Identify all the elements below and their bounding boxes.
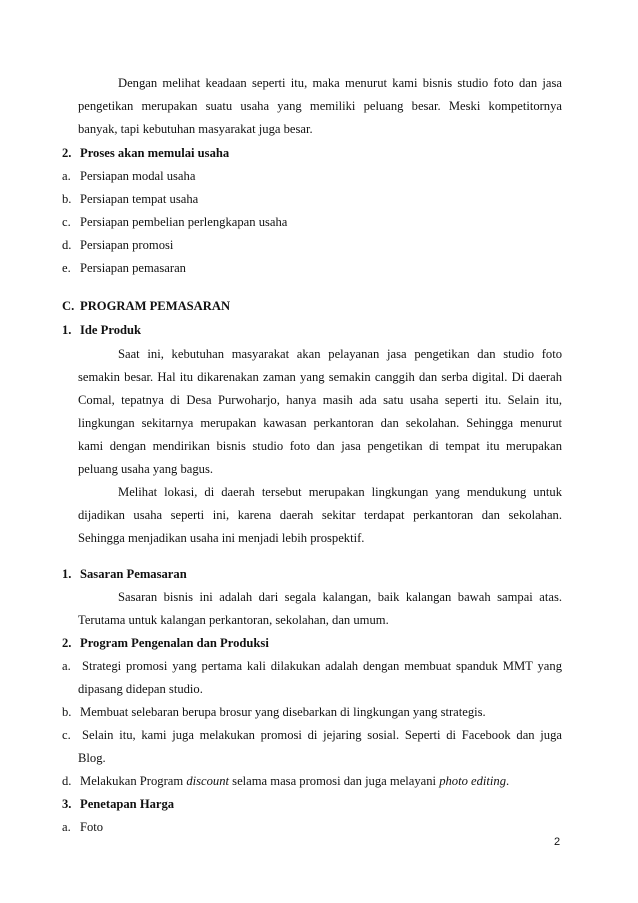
program-item-c-line-1: Selain itu, kami juga melakukan promosi di jejaring sosial. Seperti di Facebook dan juga xyxy=(82,728,562,742)
page-number: 2 xyxy=(554,836,561,848)
list-item-d: Persiapan promosi xyxy=(80,238,174,252)
program-item-d-text-1: Melakukan Program xyxy=(80,774,187,788)
intro-line-1: Dengan melihat keadaan seperti itu, maka menurut kami bisnis studio foto dan jasa xyxy=(118,76,562,90)
program-item-d-text-3: . xyxy=(506,774,510,788)
list-item-c: Persiapan pembelian perlengkapan usaha xyxy=(80,215,288,229)
program-item-b: Membuat selebaran berupa brosur yang disebarkan di lingkungan yang strategis. xyxy=(80,705,486,719)
sasaran-line-2: Terutama untuk kalangan perkantoran, sekolahan, dan umum. xyxy=(78,613,389,627)
program-item-a-mark: a. xyxy=(62,659,71,673)
ide-produk-title: Ide Produk xyxy=(80,323,142,337)
section-c-title: PROGRAM PEMASARAN xyxy=(80,299,231,313)
harga-title: Penetapan Harga xyxy=(80,797,175,811)
section-2-title: Proses akan memulai usaha xyxy=(80,146,230,160)
harga-item-a: Foto xyxy=(80,820,104,834)
program-item-a-line-2: dipasang didepan studio. xyxy=(78,682,203,696)
ide-line-9: Sehingga menjadikan usaha ini menjadi lebih prospektif. xyxy=(78,531,365,545)
program-number: 2. xyxy=(62,636,72,650)
sasaran-title: Sasaran Pemasaran xyxy=(80,567,187,581)
program-title: Program Pengenalan dan Produksi xyxy=(80,636,269,650)
sasaran-line-1: Sasaran bisnis ini adalah dari segala kalangan, baik kalangan bawah sampai atas. xyxy=(118,590,562,604)
list-item-e: Persiapan pemasaran xyxy=(80,261,186,275)
program-item-c-mark: c. xyxy=(62,728,71,742)
ide-line-6: peluang usaha yang bagus. xyxy=(78,462,213,476)
photo-editing-term: photo editing xyxy=(439,774,507,788)
ide-line-7: Melihat lokasi, di daerah tersebut merupakan lingkungan yang mendukung untuk xyxy=(118,485,562,499)
discount-term: discount xyxy=(186,774,230,788)
list-item-c-mark: c. xyxy=(62,215,71,229)
program-item-d xyxy=(80,773,509,789)
ide-line-3: Comal, tepatnya di Desa Purwoharjo, hanya masih ada satu usaha seperti itu. Selain itu, xyxy=(78,393,562,407)
section-2-number: 2. xyxy=(62,146,72,160)
list-item-d-mark: d. xyxy=(62,238,72,252)
list-item-a: Persiapan modal usaha xyxy=(80,169,196,183)
program-item-d-mark: d. xyxy=(62,774,72,788)
list-item-a-mark: a. xyxy=(62,169,71,183)
sasaran-number: 1. xyxy=(62,567,72,581)
ide-line-2: semakin besar. Hal itu dikarenakan zaman yang semakin canggih dan serba digital. Di daerah xyxy=(78,370,562,384)
ide-line-1: Saat ini, kebutuhan masyarakat akan pelayanan jasa pengetikan dan studio foto xyxy=(118,347,562,361)
harga-number: 3. xyxy=(62,797,72,811)
list-item-b: Persiapan tempat usaha xyxy=(80,192,199,206)
program-item-c-line-2: Blog. xyxy=(78,751,106,765)
program-item-d-text-2: selama masa promosi dan juga melayani xyxy=(229,774,440,788)
list-item-e-mark: e. xyxy=(62,261,71,275)
intro-line-2: pengetikan merupakan suatu usaha yang memiliki peluang besar. Meski kompetitornya xyxy=(78,99,562,113)
intro-line-3: banyak, tapi kebutuhan masyarakat juga besar. xyxy=(78,122,313,136)
ide-produk-number: 1. xyxy=(62,323,72,337)
harga-item-a-mark: a. xyxy=(62,820,71,834)
program-item-b-mark: b. xyxy=(62,705,72,719)
section-c-letter: C. xyxy=(62,299,75,313)
ide-line-5: kami dengan mendirikan bisnis studio foto dan jasa pengetikan di tempat itu merupakan xyxy=(78,439,562,453)
ide-line-4: lingkungan sekitarnya merupakan kawasan perkantoran dan sekolahan. Sehingga menurut xyxy=(78,416,562,430)
list-item-b-mark: b. xyxy=(62,192,72,206)
ide-line-8: dijadikan usaha seperti ini, karena daerah sekitar terdapat perkantoran dan sekolahan. xyxy=(78,508,562,522)
program-item-a-line-1: Strategi promosi yang pertama kali dilakukan adalah dengan membuat spanduk MMT yang xyxy=(82,659,562,673)
